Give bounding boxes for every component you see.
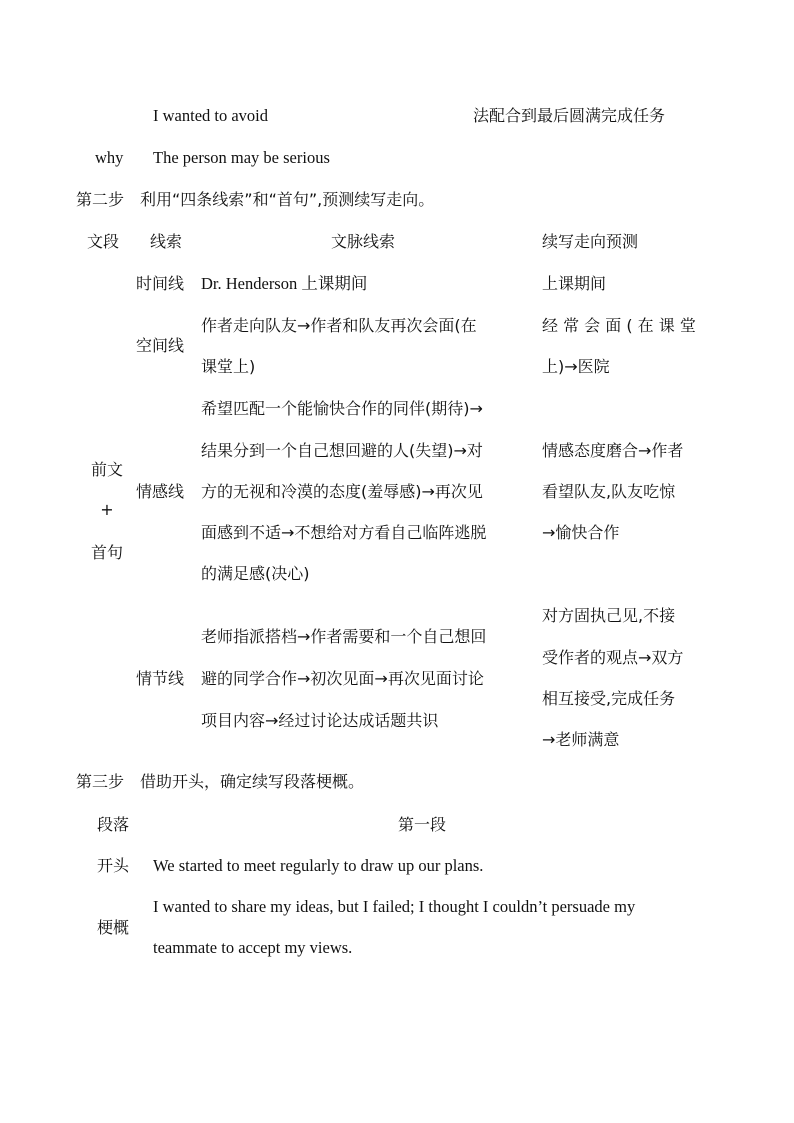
context-space-line: 作者走向队友→作者和队友再次会面(在: [201, 316, 477, 335]
context-plot-line: 项目内容→经过讨论达成话题共识: [201, 711, 439, 730]
context-plot-line: 避的同学合作→初次见面→再次见面讨论: [201, 669, 484, 688]
row-cell-complete-task: 法配合到最后圆满完成任务: [473, 106, 666, 125]
header-context: 文脉线索: [331, 232, 396, 251]
summary-line: teammate to accept my views.: [153, 938, 353, 957]
row-cell-want-avoid: I wanted to avoid: [153, 106, 269, 125]
context-plot-line: 老师指派搭档→作者需要和一个自己想回: [201, 627, 487, 646]
section-label-plus: +: [100, 500, 114, 519]
context-emotion-line: 希望匹配一个能愉快合作的同伴(期待)→: [201, 399, 483, 418]
prediction-plot-line: 相互接受,完成任务: [542, 689, 676, 708]
step2-heading: 第二步 利用“四条线索”和“首句”,预测续写走向。: [76, 190, 435, 209]
prediction-plot-line: 受作者的观点→双方: [542, 648, 684, 667]
context-space-line: 课堂上): [201, 357, 256, 376]
context-emotion-line: 面感到不适→不想给对方看自己临阵逃脱: [201, 523, 487, 542]
clue-emotion: 情感线: [136, 482, 185, 501]
clue-space: 空间线: [136, 336, 185, 355]
step3-heading: 第三步 借助开头，确定续写段落梗概。: [76, 772, 365, 791]
header-clue: 线索: [150, 232, 183, 251]
opening-text: We started to meet regularly to draw up our plans.: [153, 856, 484, 875]
context-emotion-line: 结果分到一个自己想回避的人(失望)→对: [201, 441, 483, 460]
header-section: 文段: [87, 232, 120, 251]
context-time-line: Dr. Henderson 上课期间: [201, 274, 368, 293]
context-emotion-line: 方的无视和冷漠的态度(羞辱感)→再次见: [201, 482, 483, 501]
row-cell-why-text: The person may be serious: [153, 148, 330, 167]
section-label-prev: 前文: [90, 460, 123, 479]
prediction-space-line: 上)→医院: [542, 357, 610, 376]
prediction-space-line: 经 常 会 面 ( 在 课 堂: [542, 316, 696, 335]
step3-header-label: 段落: [97, 815, 130, 834]
opening-label: 开头: [97, 856, 130, 875]
row-label-why: why: [95, 148, 124, 167]
prediction-time-line: 上课期间: [542, 274, 607, 293]
step3-header-value: 第一段: [398, 815, 447, 834]
prediction-emotion-line: 看望队友,队友吃惊: [542, 482, 676, 501]
section-label-first: 首句: [90, 543, 123, 562]
header-prediction: 续写走向预测: [542, 232, 639, 251]
prediction-emotion-line: 情感态度磨合→作者: [542, 441, 684, 460]
prediction-plot-line: 对方固执己见,不接: [542, 606, 676, 625]
clue-time: 时间线: [136, 274, 185, 293]
context-emotion-line: 的满足感(决心): [201, 564, 310, 583]
prediction-emotion-line: →愉快合作: [542, 523, 620, 542]
prediction-plot-line: →老师满意: [542, 730, 620, 749]
summary-label: 梗概: [97, 918, 130, 937]
summary-line: I wanted to share my ideas, but I failed; I thought I couldn’t persuade my: [153, 897, 636, 916]
clue-plot: 情节线: [136, 669, 185, 688]
